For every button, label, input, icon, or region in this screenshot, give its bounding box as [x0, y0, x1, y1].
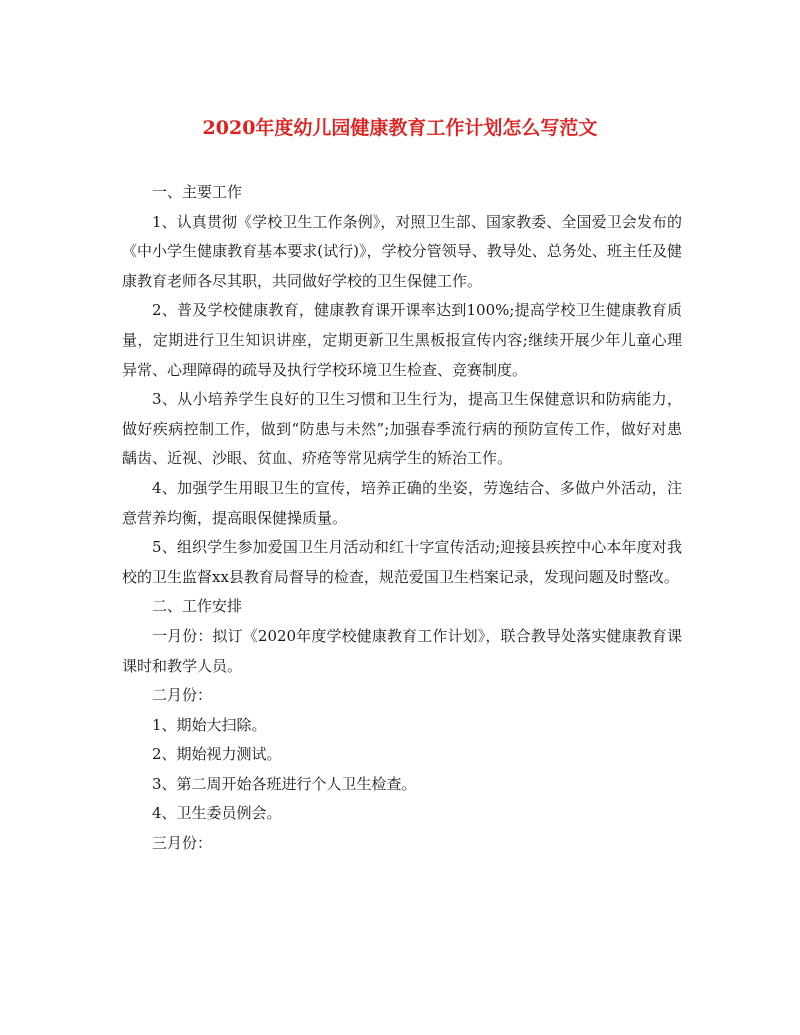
- paragraph-january: 一月份：拟订《2020年度学校健康教育工作计划》，联合教导处落实健康教育课课时和教学人员。: [122, 626, 682, 675]
- list-item: 3、第二周开始各班进行个人卫生检查。: [152, 774, 417, 793]
- list-item: 2、期始视力测试。: [152, 745, 282, 764]
- paragraph-march-heading: 三月份：: [152, 834, 213, 853]
- section-heading-main-work: 一、主要工作: [152, 183, 243, 201]
- list-item: 1、期始大扫除。: [152, 715, 267, 734]
- document-body: [122, 178, 682, 859]
- paragraph-item-1: 1、认真贯彻《学校卫生工作条例》，对照卫生部、国家教委、全国爱卫会发布的《中小学生健康教育基本要求(试行)》，学校分管领导、教导处、总务处、班主任及健康教育老师各尽其职，共同做好学校的卫生保健工作。: [122, 212, 682, 290]
- paragraph-item-2: 2、普及学校健康教育，健康教育课开课率达到100%;提高学校卫生健康教育质量，定期进行卫生知识讲座，定期更新卫生黑板报宣传内容;继续开展少年儿童心理异常、心理障碍的疏导及执行学校环境卫生检查、竞赛制度。: [122, 301, 682, 379]
- paragraph-item-4: 4、加强学生用眼卫生的宣传，培养正确的坐姿，劳逸结合、多做户外活动，注意营养均衡，提高眼保健操质量。: [122, 478, 682, 527]
- paragraph-item-5: 5、组织学生参加爱国卫生月活动和红十字宣传活动;迎接县疾控中心本年度对我校的卫生监督xx县教育局督导的检查，规范爱国卫生档案记录，发现问题及时整改。: [122, 538, 682, 586]
- paragraph-item-3: 3、从小培养学生良好的卫生习惯和卫生行为，提高卫生保健意识和防病能力，做好疾病控制工作，做到“防患与未然”;加强春季流行病的预防宣传工作，做好对患龋齿、近视、沙眼、贫血、疥疮等常见病学生的矫治工作。: [122, 390, 682, 468]
- paragraph-february-heading: 二月份：: [152, 686, 213, 705]
- list-item: 4、卫生委员例会。: [152, 804, 282, 823]
- section-heading-work-schedule: 二、工作安排: [152, 597, 243, 616]
- page-title: 2020年度幼儿园健康教育工作计划怎么写范文: [202, 117, 598, 139]
